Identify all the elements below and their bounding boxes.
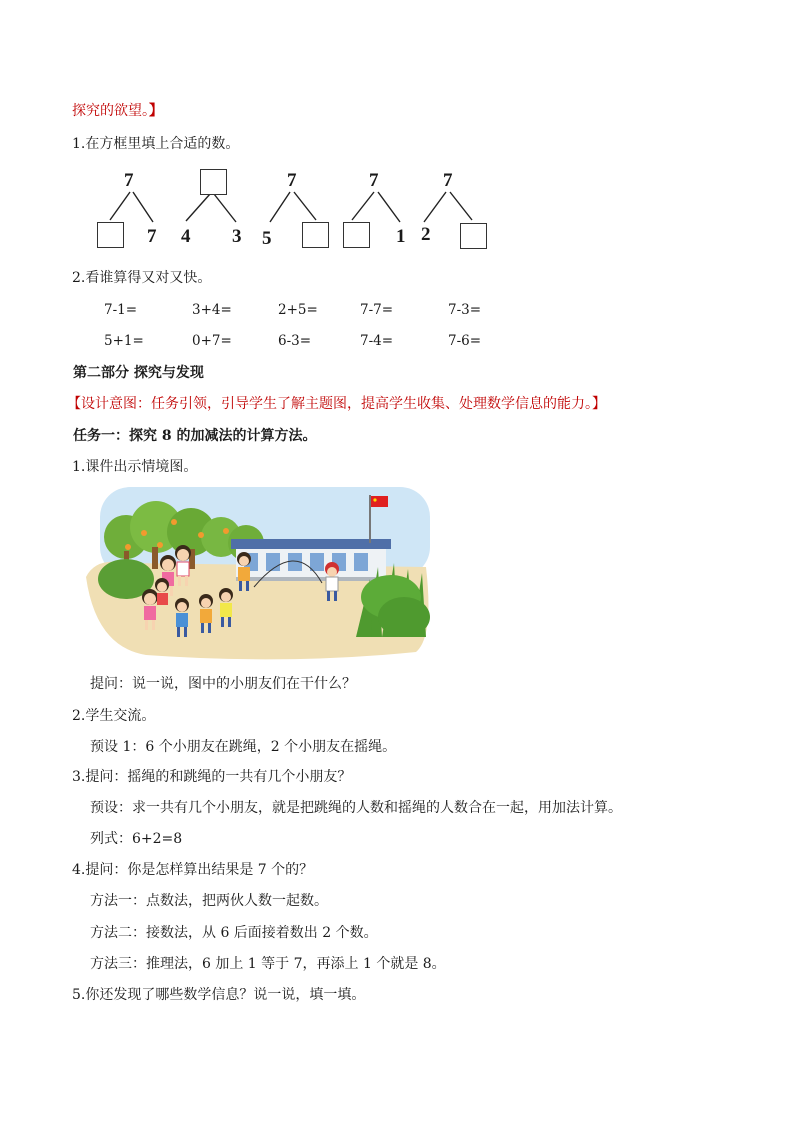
calc-item: 7-3=: [448, 302, 482, 318]
tree1-left-box[interactable]: [97, 222, 124, 248]
step-3: 3.提问：摇绳的和跳绳的一共有几个小朋友？: [72, 769, 352, 785]
tree4-right-branch: [378, 192, 400, 222]
question-1: 1.在方框里填上合适的数。: [72, 136, 240, 152]
calc-item: 7-7=: [360, 302, 394, 318]
tree2-right-branch: [214, 194, 236, 222]
part2-title: 第二部分 探究与发现: [73, 365, 204, 381]
step-1-question: 提问：说一说，图中的小朋友们在干什么？: [90, 676, 356, 692]
tree3-right-box[interactable]: [302, 222, 329, 248]
calc-item: 6-3=: [278, 333, 312, 349]
intro-text: 探究的欲望。: [72, 103, 149, 119]
calc-item: 7-4=: [360, 333, 394, 349]
tree5-right-branch: [450, 192, 472, 220]
step-3-answer: 预设：求一共有几个小朋友，就是把跳绳的人数和摇绳的人数合在一起，用加法计算。: [90, 800, 622, 816]
step-4-method-2: 方法二：接数法，从 6 后面接着数出 2 个数。: [90, 925, 378, 941]
step-2-answer: 预设 1：6 个小朋友在跳绳，2 个小朋友在摇绳。: [90, 739, 397, 755]
step-5: 5.你还发现了哪些数学信息？说一说，填一填。: [72, 987, 366, 1003]
tree2-left-branch: [186, 194, 210, 221]
step-2: 2.学生交流。: [72, 708, 156, 724]
tree2-left: 4: [181, 226, 191, 247]
tree4-left-box[interactable]: [343, 222, 370, 248]
tree5-left: 2: [421, 224, 431, 245]
calc-item: 0+7=: [192, 333, 232, 349]
design-intent: 【设计意图：任务引领，引导学生了解主题图，提高学生收集、处理数学信息的能力。】: [67, 396, 606, 412]
tree1-right: 7: [147, 226, 157, 247]
step-4-method-1: 方法一：点数法，把两伙人数一起数。: [90, 893, 328, 909]
calc-item: 5+1=: [104, 333, 144, 349]
tree5-top: 7: [443, 170, 453, 191]
tree2-right: 3: [232, 226, 242, 247]
scene-illustration: [86, 487, 434, 660]
tree4-left-branch: [352, 192, 374, 220]
calc-item: 3+4=: [192, 302, 232, 318]
step-4: 4.提问：你是怎样算出结果是 7 个的？: [72, 862, 314, 878]
tree5-left-branch: [424, 192, 446, 222]
question-2: 2.看谁算得又对又快。: [72, 270, 212, 286]
step-3-formula: 列式：6+2=8: [90, 831, 183, 847]
tree5-right-box[interactable]: [460, 223, 487, 249]
calc-item: 7-1=: [104, 302, 138, 318]
tree4-right: 1: [396, 226, 406, 247]
tree4-top: 7: [369, 170, 379, 191]
tree1-top: 7: [124, 170, 134, 191]
school-building-icon: [231, 539, 391, 581]
calc-item: 2+5=: [278, 302, 318, 318]
intro-bracket: 】: [149, 103, 163, 119]
decomposition-lines: [0, 0, 794, 260]
tree3-top: 7: [287, 170, 297, 191]
tree3-right-branch: [294, 192, 316, 220]
task1-title: 任务一：探究 8 的加减法的计算方法。: [73, 428, 317, 444]
step-4-method-3: 方法三：推理法，6 加上 1 等于 7，再添上 1 个就是 8。: [90, 956, 446, 972]
step-1: 1.课件出示情境图。: [72, 459, 198, 475]
calc-item: 7-6=: [448, 333, 482, 349]
tree2-top-box[interactable]: [200, 169, 227, 195]
tree3-left-branch: [270, 192, 290, 222]
tree3-left: 5: [262, 228, 272, 249]
tree1-right-branch: [133, 192, 153, 222]
tree1-left-branch: [110, 192, 130, 220]
